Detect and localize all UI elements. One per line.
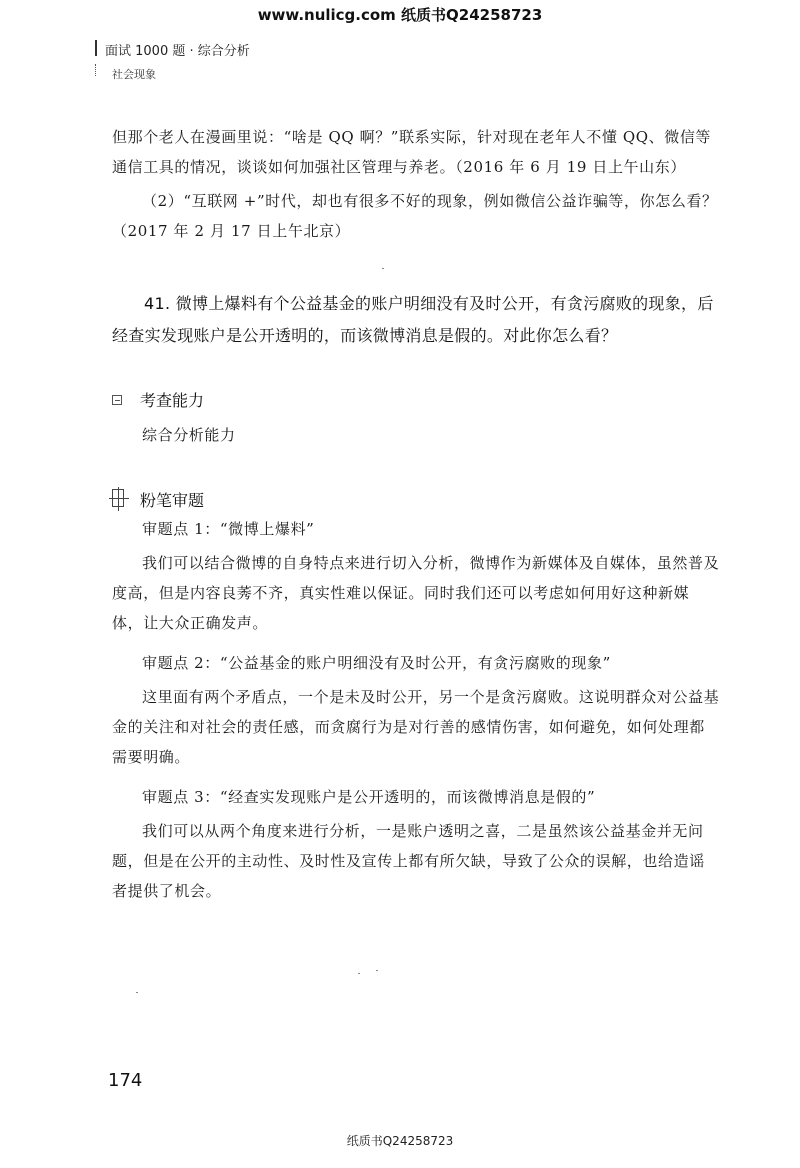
watermark-bottom: 纸质书Q24258723 bbox=[346, 1134, 454, 1148]
analysis-heading-label: 粉笔审题 bbox=[140, 491, 205, 510]
question-41: 41. 微博上爆料有个公益基金的账户明细没有及时公开，有贪污腐败的现象，后经查实发现账户是公开透明的，而该微博消息是假的。对此你怎么看？ bbox=[112, 294, 714, 345]
watermark-top: www.nulicg.com 纸质书Q24258723 bbox=[257, 6, 543, 24]
scan-speck bbox=[382, 268, 384, 269]
analysis-heading bbox=[112, 488, 204, 511]
pen-icon bbox=[112, 489, 124, 507]
margin-dots bbox=[95, 64, 96, 76]
checkbox-icon bbox=[112, 395, 122, 405]
scan-speck bbox=[376, 970, 378, 971]
scan-speck bbox=[136, 992, 138, 993]
running-head-subtitle: 社会现象 bbox=[112, 68, 156, 81]
intro-paragraph-1: 但那个老人在漫画里说：“啥是 QQ 啊？”联系实际，针对现在老年人不懂 QQ、微信等通信工具的情况，谈谈如何加强社区管理与养老。（2016 年 6 月 19 日上午山东） bbox=[112, 128, 712, 176]
scan-speck bbox=[358, 973, 360, 974]
running-head-title: 面试 1000 题 · 综合分析 bbox=[105, 44, 250, 59]
analysis-point-1-label: 审题点 1：“微博上爆料” bbox=[142, 520, 315, 538]
intro-paragraph-2: （2）“互联网 +”时代，却也有很多不好的现象，例如微信公益诈骗等，你怎么看？（2017 年 2 月 17 日上午北京） bbox=[112, 192, 718, 240]
ability-heading-label: 考查能力 bbox=[140, 391, 205, 410]
page-number: 174 bbox=[108, 1070, 143, 1091]
running-head bbox=[105, 40, 250, 59]
analysis-point-3-label: 审题点 3：“经查实发现账户是公开透明的，而该微博消息是假的” bbox=[142, 788, 596, 806]
ability-content: 综合分析能力 bbox=[142, 426, 236, 444]
analysis-point-2-text: 这里面有两个矛盾点，一个是未及时公开，另一个是贪污腐败。这说明群众对公益基金的关注和对社会的责任感，而贪腐行为是对行善的感情伤害，如何避免，如何处理都需要明确。 bbox=[112, 688, 720, 766]
margin-bar bbox=[95, 40, 97, 56]
analysis-point-1-text: 我们可以结合微博的自身特点来进行切入分析，微博作为新媒体及自媒体，虽然普及度高，但是内容良莠不齐，真实性难以保证。同时我们还可以考虑如何用好这种新媒体，让大众正确发声。 bbox=[112, 554, 720, 632]
ability-heading bbox=[112, 388, 204, 411]
analysis-point-2-label: 审题点 2：“公益基金的账户明细没有及时公开，有贪污腐败的现象” bbox=[142, 654, 611, 672]
analysis-point-3-text: 我们可以从两个角度来进行分析，一是账户透明之喜，二是虽然该公益基金并无问题，但是在公开的主动性、及时性及宣传上都有所欠缺，导致了公众的误解，也给造谣者提供了机会。 bbox=[112, 822, 705, 900]
